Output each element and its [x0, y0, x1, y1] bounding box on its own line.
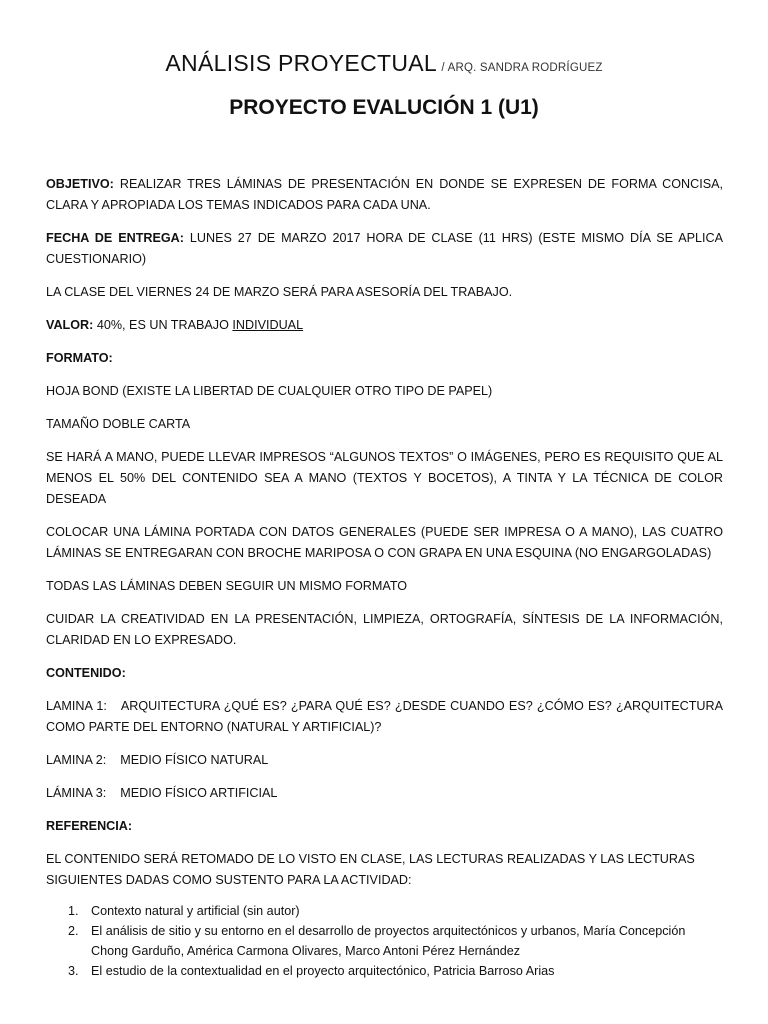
lamina-text: MEDIO FÍSICO NATURAL [120, 753, 269, 767]
reference-number: 2. [68, 924, 79, 938]
author-name: / ARQ. SANDRA RODRÍGUEZ [441, 62, 603, 74]
formato-item: SE HARÁ A MANO, PUEDE LLEVAR IMPRESOS “ALGUNOS TEXTOS” O IMÁGENES, PERO ES REQUISITO QUE AL MENOS EL 50% DEL CONTENIDO SEA A MANO (TEXTOS Y BOCETOS), A TINTA Y LA TÉCNICA DE COLOR DESEADA [46, 450, 723, 506]
document-body [46, 174, 723, 981]
lamina-label: LAMINA 1: [46, 699, 107, 713]
valor-individual: INDIVIDUAL [232, 318, 304, 332]
objetivo-text: REALIZAR TRES LÁMINAS DE PRESENTACIÓN EN DONDE SE EXPRESEN DE FORMA CONCISA, CLARA Y APROPIADA LOS TEMAS INDICADOS PARA CADA UNA. [46, 177, 723, 212]
objetivo-paragraph [46, 174, 723, 216]
reference-text: El estudio de la contextualidad en el proyecto arquitectónico, Patricia Barroso Arias [91, 964, 555, 978]
reference-text: El análisis de sitio y su entorno en el desarrollo de proyectos arquitectónicos y urbanos, María Concepción Chong Garduño, América Carmona Olivares, Marco Antoni Pérez Hernández [91, 924, 686, 958]
reference-item [46, 901, 723, 921]
reference-item [46, 961, 723, 981]
reference-number: 3. [68, 964, 79, 978]
formato-item: HOJA BOND (EXISTE LA LIBERTAD DE CUALQUIER OTRO TIPO DE PAPEL) [46, 384, 493, 398]
page-title: PROYECTO EVALUCIÓN 1 (U1) [229, 96, 539, 119]
objetivo-label: OBJETIVO: [46, 177, 114, 191]
asesoria-paragraph: LA CLASE DEL VIERNES 24 DE MARZO SERÁ PARA ASESORÍA DEL TRABAJO. [46, 285, 513, 299]
lamina-item [46, 750, 723, 771]
lamina-label: LAMINA 2: [46, 753, 107, 767]
course-title: ANÁLISIS PROYECTUAL [165, 50, 437, 76]
document-header [0, 50, 768, 77]
valor-label: VALOR: [46, 318, 94, 332]
referencia-heading: REFERENCIA: [46, 819, 133, 833]
reference-number: 1. [68, 904, 79, 918]
reference-list [46, 901, 723, 981]
lamina-item [46, 696, 723, 738]
contenido-heading: CONTENIDO: [46, 666, 126, 680]
reference-text: Contexto natural y artificial (sin autor) [91, 904, 300, 918]
valor-text: 40%, ES UN TRABAJO [96, 318, 229, 332]
lamina-label: LÁMINA 3: [46, 786, 107, 800]
valor-paragraph [46, 315, 723, 336]
formato-heading: FORMATO: [46, 351, 113, 365]
formato-item: CUIDAR LA CREATIVIDAD EN LA PRESENTACIÓN, LIMPIEZA, ORTOGRAFÍA, SÍNTESIS DE LA INFORMACIÓN, CLARIDAD EN LO EXPRESADO. [46, 612, 723, 647]
referencia-intro: EL CONTENIDO SERÁ RETOMADO DE LO VISTO EN CLASE, LAS LECTURAS REALIZADAS Y LAS LECTURAS SIGUIENTES DADAS COMO SUSTENTO PARA LA ACTIVIDAD: [46, 852, 695, 887]
formato-item: COLOCAR UNA LÁMINA PORTADA CON DATOS GENERALES (PUEDE SER IMPRESA O A MANO), LAS CUATRO LÁMINAS SE ENTREGARAN CON BROCHE MARIPOSA O CON GRAPA EN UNA ESQUINA (NO ENGARGOLADAS) [46, 525, 723, 560]
formato-item: TODAS LAS LÁMINAS DEBEN SEGUIR UN MISMO FORMATO [46, 579, 408, 593]
formato-item: TAMAÑO DOBLE CARTA [46, 417, 191, 431]
lamina-text: ARQUITECTURA ¿QUÉ ES? ¿PARA QUÉ ES? ¿DESDE CUANDO ES? ¿CÓMO ES? ¿ARQUITECTURA COMO PARTE DEL ENTORNO (NATURAL Y ARTIFICIAL)? [46, 699, 723, 734]
reference-item [46, 921, 723, 961]
lamina-item [46, 783, 723, 804]
fecha-text: LUNES 27 DE MARZO 2017 HORA DE CLASE (11 HRS) (ESTE MISMO DÍA SE APLICA CUESTIONARIO) [46, 231, 724, 266]
fecha-paragraph [46, 228, 723, 270]
lamina-text: MEDIO FÍSICO ARTIFICIAL [120, 786, 278, 800]
fecha-label: FECHA DE ENTREGA: [46, 231, 184, 245]
